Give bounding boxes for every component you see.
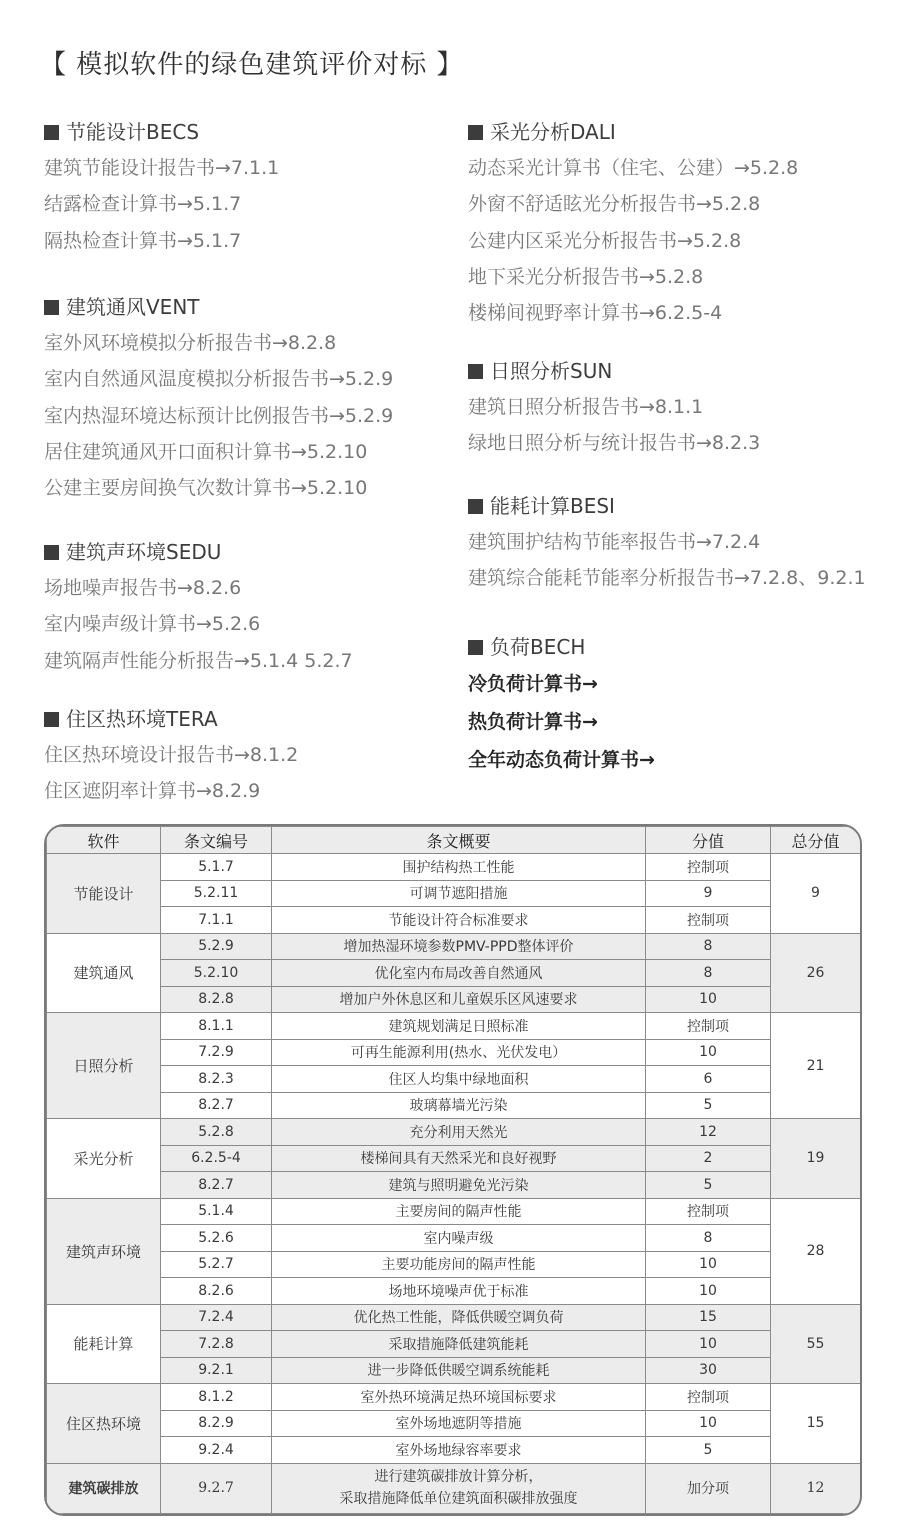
section-heading: 住区热环境TERA (44, 701, 298, 737)
list-item: 室内噪声级计算书→5.2.6 (44, 613, 261, 636)
list-item: 室内自然通风温度模拟分析报告书→5.2.9 (44, 368, 394, 391)
header-total: 总分值 (771, 827, 861, 854)
code-cell: 5.2.7 (161, 1251, 272, 1278)
table-row (47, 933, 861, 960)
summary-cell: 主要房间的隔声性能 (272, 1198, 646, 1225)
summary-cell: 增加户外休息区和儿童娱乐区风速要求 (272, 986, 646, 1013)
score-cell: 5 (646, 1172, 771, 1199)
code-cell: 9.2.1 (161, 1357, 272, 1384)
table-row (47, 1410, 861, 1437)
square-bullet-icon (468, 125, 483, 140)
summary-cell: 室外热环境满足热环境国标要求 (272, 1384, 646, 1411)
total-cell: 26 (771, 933, 861, 1013)
rating-table-grid (46, 826, 861, 1514)
header-code: 条文编号 (161, 827, 272, 854)
list-item: 公建主要房间换气次数计算书→5.2.10 (44, 477, 368, 500)
score-cell: 控制项 (646, 854, 771, 881)
code-cell: 8.2.9 (161, 1410, 272, 1437)
score-cell: 5 (646, 1437, 771, 1464)
section-besi (468, 488, 866, 597)
summary-cell: 充分利用天然光 (272, 1119, 646, 1146)
code-cell: 8.1.2 (161, 1384, 272, 1411)
code-cell: 9.2.4 (161, 1437, 272, 1464)
header-summary: 条文概要 (272, 827, 646, 854)
code-cell: 7.1.1 (161, 907, 272, 934)
summary-cell: 建筑与照明避免光污染 (272, 1172, 646, 1199)
table-row (47, 1145, 861, 1172)
total-cell: 28 (771, 1198, 861, 1304)
section-heading: 建筑声环境SEDU (44, 534, 353, 570)
code-cell: 8.2.6 (161, 1278, 272, 1305)
score-cell: 8 (646, 1225, 771, 1252)
list-item: 场地噪声报告书→8.2.6 (44, 577, 242, 599)
software-cell: 节能设计 (47, 854, 161, 934)
score-cell: 10 (646, 1251, 771, 1278)
code-cell: 6.2.5-4 (161, 1145, 272, 1172)
code-cell: 8.2.7 (161, 1092, 272, 1119)
code-cell: 7.2.9 (161, 1039, 272, 1066)
list-item: 室外风环境模拟分析报告书→8.2.8 (44, 332, 337, 354)
score-cell: 10 (646, 1331, 771, 1358)
table-row (47, 1119, 861, 1146)
score-cell: 控制项 (646, 907, 771, 934)
code-cell: 5.1.4 (161, 1198, 272, 1225)
section-heading: 日照分析SUN (468, 353, 760, 389)
score-cell: 2 (646, 1145, 771, 1172)
software-cell: 建筑通风 (47, 933, 161, 1013)
score-cell: 30 (646, 1357, 771, 1384)
score-cell: 10 (646, 1410, 771, 1437)
code-cell: 5.2.9 (161, 933, 272, 960)
section-bech (468, 629, 655, 779)
summary-cell: 节能设计符合标准要求 (272, 907, 646, 934)
square-bullet-icon (468, 499, 483, 514)
code-cell: 9.2.7 (161, 1463, 272, 1514)
square-bullet-icon (44, 712, 59, 727)
list-item: 楼梯间视野率计算书→6.2.5-4 (468, 302, 723, 325)
section-heading: 采光分析DALI (468, 114, 798, 150)
software-cell: 建筑碳排放 (47, 1463, 161, 1514)
table-row (47, 986, 861, 1013)
table-row (47, 1304, 861, 1331)
section-heading: 负荷BECH (468, 629, 655, 665)
section-heading: 建筑通风VENT (44, 289, 393, 325)
table-row (47, 1198, 861, 1225)
table-row (47, 1013, 861, 1040)
summary-cell: 场地环境噪声优于标准 (272, 1278, 646, 1305)
code-cell: 7.2.4 (161, 1304, 272, 1331)
summary-cell: 建筑规划满足日照标准 (272, 1013, 646, 1040)
list-item: 建筑围护结构节能率报告书→7.2.4 (468, 531, 761, 553)
square-bullet-icon (44, 300, 59, 315)
score-cell: 5 (646, 1092, 771, 1119)
table-header-row (47, 827, 861, 854)
list-item: 建筑日照分析报告书→8.1.1 (468, 396, 704, 418)
page-title: 【 模拟软件的绿色建筑评价对标 】 (40, 50, 464, 80)
table-row (47, 1225, 861, 1252)
section-dali (468, 114, 798, 331)
summary-cell: 进一步降低供暖空调系统能耗 (272, 1357, 646, 1384)
score-cell: 12 (646, 1119, 771, 1146)
list-item: 冷负荷计算书→ (468, 673, 598, 695)
table-row (47, 1437, 861, 1464)
total-cell: 15 (771, 1384, 861, 1464)
score-cell: 控制项 (646, 1013, 771, 1040)
score-cell: 10 (646, 1039, 771, 1066)
score-cell: 8 (646, 960, 771, 987)
list-item: 居住建筑通风开口面积计算书→5.2.10 (44, 440, 368, 463)
summary-line-2: 采取措施降低单位建筑面积碳排放强度 (339, 1491, 578, 1508)
summary-cell: 增加热湿环境参数PMV-PPD整体评价 (272, 933, 646, 960)
list-item: 住区热环境设计报告书→8.1.2 (44, 744, 299, 766)
header-score: 分值 (646, 827, 771, 854)
table-row (47, 1357, 861, 1384)
list-item: 建筑隔声性能分析报告→5.1.4 5.2.7 (44, 649, 353, 672)
list-item: 住区遮阴率计算书→8.2.9 (44, 780, 261, 803)
table-row (47, 1251, 861, 1278)
table-row (47, 1092, 861, 1119)
software-cell: 能耗计算 (47, 1304, 161, 1384)
summary-cell: 住区人均集中绿地面积 (272, 1066, 646, 1093)
summary-cell: 可调节遮阳措施 (272, 880, 646, 907)
score-cell: 8 (646, 933, 771, 960)
total-cell: 55 (771, 1304, 861, 1384)
summary-cell: 室外场地遮阴等措施 (272, 1410, 646, 1437)
list-item: 公建内区采光分析报告书→5.2.8 (468, 229, 742, 252)
code-cell: 8.2.8 (161, 986, 272, 1013)
list-item: 隔热检查计算书→5.1.7 (44, 229, 242, 252)
score-cell: 加分项 (646, 1463, 771, 1514)
summary-cell: 围护结构热工性能 (272, 854, 646, 881)
table-row (47, 960, 861, 987)
section-becs (44, 114, 279, 259)
code-cell: 5.2.6 (161, 1225, 272, 1252)
software-cell: 采光分析 (47, 1119, 161, 1199)
total-cell: 21 (771, 1013, 861, 1119)
square-bullet-icon (468, 640, 483, 655)
code-cell: 8.2.7 (161, 1172, 272, 1199)
summary-line-1: 进行建筑碳排放计算分析， (374, 1469, 543, 1486)
code-cell: 5.1.7 (161, 854, 272, 881)
list-item: 动态采光计算书（住宅、公建）→5.2.8 (468, 157, 799, 179)
square-bullet-icon (44, 545, 59, 560)
summary-cell: 优化热工性能，降低供暖空调负荷 (272, 1304, 646, 1331)
list-item: 结露检查计算书→5.1.7 (44, 193, 242, 216)
summary-cell: 室内噪声级 (272, 1225, 646, 1252)
summary-cell: 玻璃幕墙光污染 (272, 1092, 646, 1119)
section-vent (44, 289, 393, 506)
code-cell: 7.2.8 (161, 1331, 272, 1358)
table-row (47, 1278, 861, 1305)
code-cell: 5.2.11 (161, 880, 272, 907)
section-heading: 节能设计BECS (44, 114, 279, 150)
software-cell: 住区热环境 (47, 1384, 161, 1464)
summary-cell: 采取措施降低建筑能耗 (272, 1331, 646, 1358)
score-cell: 6 (646, 1066, 771, 1093)
table-row (47, 880, 861, 907)
summary-cell: 可再生能源利用(热水、光伏发电） (272, 1039, 646, 1066)
score-cell: 10 (646, 986, 771, 1013)
list-item: 外窗不舒适眩光分析报告书→5.2.8 (468, 193, 761, 216)
score-cell: 15 (646, 1304, 771, 1331)
list-item: 建筑综合能耗节能率分析报告书→7.2.8、9.2.1 (468, 567, 866, 590)
summary-cell: 主要功能房间的隔声性能 (272, 1251, 646, 1278)
table-row (47, 1066, 861, 1093)
score-cell: 9 (646, 880, 771, 907)
table-row (47, 907, 861, 934)
table-row (47, 1384, 861, 1411)
list-item: 地下采光分析报告书→5.2.8 (468, 265, 704, 288)
section-sedu (44, 534, 353, 679)
rating-table (44, 824, 862, 1516)
code-cell: 5.2.10 (161, 960, 272, 987)
summary-cell: 楼梯间具有天然采光和良好视野 (272, 1145, 646, 1172)
square-bullet-icon (44, 125, 59, 140)
table-row (47, 1331, 861, 1358)
software-cell: 建筑声环境 (47, 1198, 161, 1304)
section-tera (44, 701, 298, 810)
table-row-carbon (47, 1463, 861, 1514)
list-item: 全年动态负荷计算书→ (468, 749, 655, 771)
list-item: 绿地日照分析与统计报告书→8.2.3 (468, 432, 761, 455)
summary-cell (272, 1463, 646, 1514)
code-cell: 8.2.3 (161, 1066, 272, 1093)
header-software: 软件 (47, 827, 161, 854)
score-cell: 10 (646, 1278, 771, 1305)
table-row (47, 1172, 861, 1199)
summary-cell: 室外场地绿容率要求 (272, 1437, 646, 1464)
section-sun (468, 353, 760, 462)
code-cell: 8.1.1 (161, 1013, 272, 1040)
score-cell: 控制项 (646, 1384, 771, 1411)
total-cell: 19 (771, 1119, 861, 1199)
list-item: 建筑节能设计报告书→7.1.1 (44, 157, 280, 179)
table-row (47, 1039, 861, 1066)
list-item: 室内热湿环境达标预计比例报告书→5.2.9 (44, 404, 394, 427)
software-cell: 日照分析 (47, 1013, 161, 1119)
section-heading: 能耗计算BESI (468, 488, 866, 524)
list-item: 热负荷计算书→ (468, 711, 598, 733)
score-cell: 控制项 (646, 1198, 771, 1225)
total-cell: 9 (771, 854, 861, 934)
square-bullet-icon (468, 364, 483, 379)
total-cell: 12 (771, 1463, 861, 1514)
code-cell: 5.2.8 (161, 1119, 272, 1146)
summary-cell: 优化室内布局改善自然通风 (272, 960, 646, 987)
table-row (47, 854, 861, 881)
